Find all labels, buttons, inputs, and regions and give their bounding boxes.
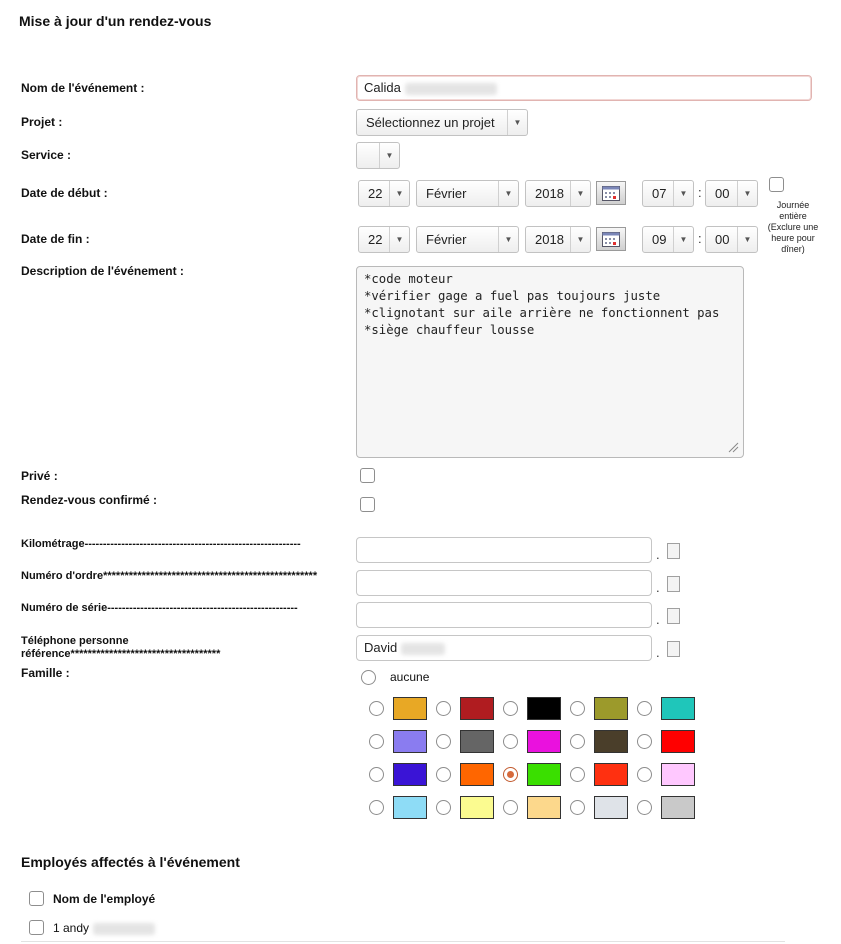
order-number-input[interactable] bbox=[356, 570, 652, 596]
family-color-swatch bbox=[393, 697, 427, 720]
chevron-down-icon: ▼ bbox=[673, 227, 693, 252]
chevron-down-icon: ▼ bbox=[737, 227, 757, 252]
start-day-value: 22 bbox=[368, 186, 383, 201]
start-hour-select[interactable] bbox=[642, 180, 694, 207]
end-year-value: 2018 bbox=[535, 232, 564, 247]
start-minute-select[interactable] bbox=[705, 180, 758, 207]
divider bbox=[21, 941, 785, 942]
service-label: Service : bbox=[21, 148, 72, 162]
description-label: Description de l'événement : bbox=[21, 264, 184, 278]
all-day-checkbox[interactable] bbox=[769, 177, 784, 192]
start-month-value: Février bbox=[426, 186, 467, 201]
table-row bbox=[53, 921, 155, 935]
calendar-icon bbox=[602, 232, 620, 247]
confirmed-checkbox[interactable] bbox=[360, 497, 375, 512]
description-textarea[interactable]: *code moteur *vérifier gage a fuel pas toujours juste *clignotant sur aile arrière ne fonctionnent pas *siège chauffeur lousse bbox=[356, 266, 744, 458]
family-color-swatch bbox=[594, 796, 628, 819]
end-minute-value: 00 bbox=[715, 232, 730, 247]
chevron-down-icon: ▼ bbox=[498, 227, 518, 252]
family-color-swatch bbox=[527, 796, 561, 819]
family-color-swatch bbox=[661, 763, 695, 786]
family-color-swatch bbox=[661, 697, 695, 720]
end-hour-select[interactable] bbox=[642, 226, 694, 253]
family-color-radio[interactable] bbox=[570, 800, 585, 815]
family-color-radio[interactable] bbox=[637, 701, 652, 716]
employee-name-header: Nom de l'employé bbox=[53, 892, 156, 906]
separator-dot: . bbox=[656, 612, 660, 627]
phone-reference-input[interactable] bbox=[356, 635, 652, 661]
service-select[interactable] bbox=[356, 142, 400, 169]
calendar-icon bbox=[602, 186, 620, 201]
family-color-radio[interactable] bbox=[436, 767, 451, 782]
family-color-swatch bbox=[661, 796, 695, 819]
start-year-value: 2018 bbox=[535, 186, 564, 201]
employee-name: 1 andy bbox=[53, 921, 90, 935]
redacted-text bbox=[405, 83, 497, 95]
redacted-text bbox=[93, 923, 155, 935]
start-year-select[interactable] bbox=[525, 180, 591, 207]
private-label: Privé : bbox=[21, 469, 58, 483]
mileage-input[interactable] bbox=[356, 537, 652, 563]
family-color-radio[interactable] bbox=[503, 800, 518, 815]
family-color-radio[interactable] bbox=[369, 767, 384, 782]
chevron-down-icon: ▼ bbox=[498, 181, 518, 206]
end-month-select[interactable] bbox=[416, 226, 519, 253]
family-color-radio[interactable] bbox=[570, 734, 585, 749]
chevron-down-icon: ▼ bbox=[570, 227, 590, 252]
project-select-value: Sélectionnez un projet bbox=[366, 115, 495, 130]
family-color-swatch bbox=[527, 697, 561, 720]
start-date-label: Date de début : bbox=[21, 186, 108, 200]
document-icon[interactable] bbox=[667, 608, 680, 624]
family-label: Famille : bbox=[21, 666, 70, 680]
start-minute-value: 00 bbox=[715, 186, 730, 201]
family-none-label: aucune bbox=[390, 670, 430, 684]
confirmed-label: Rendez-vous confirmé : bbox=[21, 493, 158, 507]
resize-handle-icon[interactable] bbox=[727, 441, 739, 453]
chevron-down-icon: ▼ bbox=[673, 181, 693, 206]
end-hour-value: 09 bbox=[652, 232, 667, 247]
start-day-select[interactable] bbox=[358, 180, 410, 207]
family-color-radio[interactable] bbox=[637, 800, 652, 815]
family-color-radio[interactable] bbox=[436, 734, 451, 749]
family-color-swatch bbox=[460, 796, 494, 819]
chevron-down-icon: ▼ bbox=[379, 143, 399, 168]
phone-reference-value: David bbox=[364, 640, 398, 655]
family-color-radio[interactable] bbox=[369, 800, 384, 815]
start-month-select[interactable] bbox=[416, 180, 519, 207]
family-none-radio[interactable] bbox=[361, 670, 376, 685]
document-icon[interactable] bbox=[667, 641, 680, 657]
family-color-swatch bbox=[594, 763, 628, 786]
family-color-swatch bbox=[661, 730, 695, 753]
order-number-label: Numéro d'ordre************************************************** bbox=[21, 570, 318, 582]
separator-dot: . bbox=[656, 547, 660, 562]
family-color-radio[interactable] bbox=[369, 701, 384, 716]
chevron-down-icon: ▼ bbox=[737, 181, 757, 206]
end-minute-select[interactable] bbox=[705, 226, 758, 253]
page-title: Mise à jour d'un rendez-vous bbox=[19, 13, 212, 29]
family-color-radio[interactable] bbox=[637, 734, 652, 749]
end-day-value: 22 bbox=[368, 232, 383, 247]
family-color-swatch bbox=[527, 730, 561, 753]
end-day-select[interactable] bbox=[358, 226, 410, 253]
family-color-swatch bbox=[594, 730, 628, 753]
family-color-radio[interactable] bbox=[570, 701, 585, 716]
family-color-swatch bbox=[393, 730, 427, 753]
event-name-input[interactable] bbox=[356, 75, 812, 101]
end-year-select[interactable] bbox=[525, 226, 591, 253]
family-color-swatch bbox=[460, 697, 494, 720]
family-color-swatch bbox=[393, 763, 427, 786]
family-color-radio[interactable] bbox=[436, 701, 451, 716]
chevron-down-icon: ▼ bbox=[389, 181, 409, 206]
family-color-swatch bbox=[594, 697, 628, 720]
end-month-value: Février bbox=[426, 232, 467, 247]
serial-number-label: Numéro de série---------------------------------------------------- bbox=[21, 602, 298, 614]
time-separator: : bbox=[698, 231, 702, 246]
mileage-label: Kilométrage----------------------------------------------------------- bbox=[21, 538, 301, 550]
chevron-down-icon: ▼ bbox=[507, 110, 527, 135]
end-date-label: Date de fin : bbox=[21, 232, 90, 246]
separator-dot: . bbox=[656, 645, 660, 660]
document-icon[interactable] bbox=[667, 576, 680, 592]
end-calendar-button[interactable] bbox=[596, 227, 626, 251]
family-color-swatch bbox=[393, 796, 427, 819]
family-color-radio[interactable] bbox=[503, 767, 518, 782]
family-color-radio[interactable] bbox=[369, 734, 384, 749]
family-color-swatch bbox=[460, 730, 494, 753]
phone-reference-label: Téléphone personne référence*********************************** bbox=[21, 635, 221, 660]
select-all-employees-checkbox[interactable] bbox=[29, 891, 44, 906]
chevron-down-icon: ▼ bbox=[570, 181, 590, 206]
separator-dot: . bbox=[656, 580, 660, 595]
family-color-radio[interactable] bbox=[436, 800, 451, 815]
event-name-label: Nom de l'événement : bbox=[21, 81, 145, 95]
family-color-swatch bbox=[460, 763, 494, 786]
document-icon[interactable] bbox=[667, 543, 680, 559]
event-name-value: Calida bbox=[364, 80, 401, 95]
employees-section-title: Employés affectés à l'événement bbox=[21, 854, 240, 870]
private-checkbox[interactable] bbox=[360, 468, 375, 483]
project-label: Projet : bbox=[21, 115, 63, 129]
start-calendar-button[interactable] bbox=[596, 181, 626, 205]
family-color-radio[interactable] bbox=[570, 767, 585, 782]
project-select[interactable] bbox=[356, 109, 528, 136]
employee-row-checkbox[interactable] bbox=[29, 920, 44, 935]
family-color-radio[interactable] bbox=[503, 734, 518, 749]
all-day-label: Journée entière (Exclure une heure pour dîner) bbox=[767, 200, 819, 254]
family-color-swatch bbox=[527, 763, 561, 786]
family-color-radio[interactable] bbox=[637, 767, 652, 782]
serial-number-input[interactable] bbox=[356, 602, 652, 628]
redacted-text bbox=[401, 643, 445, 655]
chevron-down-icon: ▼ bbox=[389, 227, 409, 252]
family-color-radio[interactable] bbox=[503, 701, 518, 716]
time-separator: : bbox=[698, 185, 702, 200]
start-hour-value: 07 bbox=[652, 186, 667, 201]
